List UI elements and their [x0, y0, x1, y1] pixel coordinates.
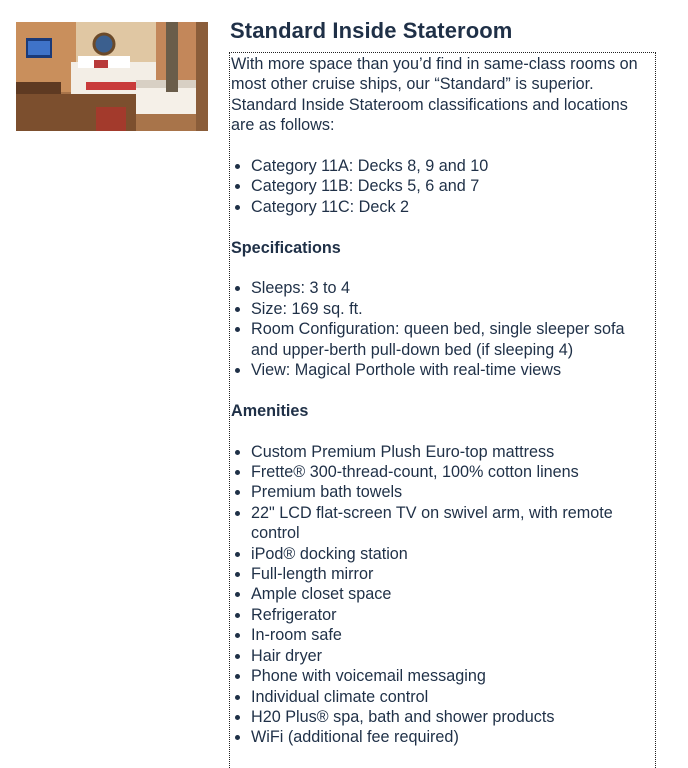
- list-item: Room Configuration: queen bed, single sleeper sofa and upper-berth pull-down bed (if sleeping 4): [231, 319, 655, 360]
- list-item: Premium bath towels: [231, 482, 655, 502]
- list-item: H20 Plus® spa, bath and shower products: [231, 707, 655, 727]
- list-item: iPod® docking station: [231, 544, 655, 564]
- list-item: Custom Premium Plush Euro-top mattress: [231, 442, 655, 462]
- amenities-heading: Amenities: [231, 401, 309, 420]
- list-item: Sleeps: 3 to 4: [231, 278, 655, 298]
- list-item: Refrigerator: [231, 605, 655, 625]
- stateroom-photo-icon: [16, 22, 208, 131]
- amenities-list: [231, 442, 655, 748]
- list-item: Frette® 300-thread-count, 100% cotton linens: [231, 462, 655, 482]
- list-item: Category 11B: Decks 5, 6 and 7: [231, 176, 655, 196]
- category-list: [231, 156, 655, 217]
- specifications-heading: Specifications: [231, 238, 341, 257]
- list-item: In-room safe: [231, 625, 655, 645]
- list-item: 22" LCD flat-screen TV on swivel arm, with remote control: [231, 503, 655, 544]
- description-content: [229, 52, 656, 768]
- specifications-list: [231, 278, 655, 380]
- list-item: Individual climate control: [231, 687, 655, 707]
- list-item: Category 11A: Decks 8, 9 and 10: [231, 156, 655, 176]
- list-item: Phone with voicemail messaging: [231, 666, 655, 686]
- list-item: View: Magical Porthole with real-time views: [231, 360, 655, 380]
- stateroom-photo: [16, 22, 208, 131]
- page-title: Standard Inside Stateroom: [230, 18, 513, 43]
- list-item: Size: 169 sq. ft.: [231, 299, 655, 319]
- list-item: Ample closet space: [231, 584, 655, 604]
- list-item: Hair dryer: [231, 646, 655, 666]
- list-item: Full-length mirror: [231, 564, 655, 584]
- intro-text: With more space than you’d find in same-class rooms on most other cruise ships, our “Standard” is superior. Standard Inside Stateroom classifications and locations are as follows:: [231, 55, 638, 135]
- list-item: WiFi (additional fee required): [231, 727, 655, 747]
- list-item: Category 11C: Deck 2: [231, 197, 655, 217]
